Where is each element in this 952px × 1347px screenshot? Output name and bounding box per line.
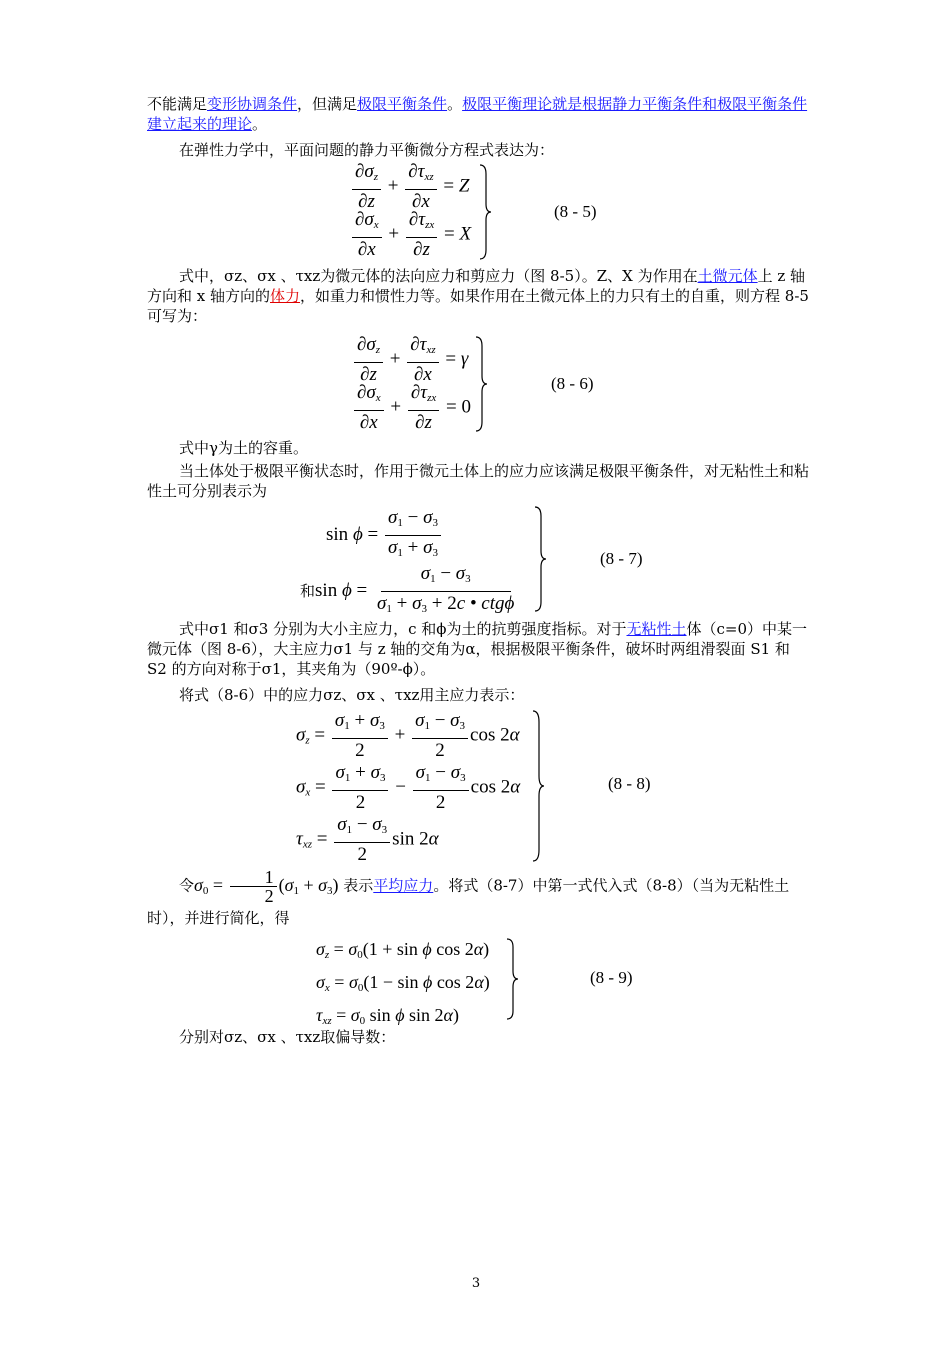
equation-8-9: $\sigma_z = \sigma_0(1 + \sin \phi$ cos 2α) $\sigma_x = \sigma_0(1 - \sin \phi$ cos 2α) $\tau_{xz} = \sigma_0$ sin ϕ sin 2α)	[316, 939, 490, 1027]
inline-formula-sigma0: $\sigma_0$ = $\frac{1}{2}$ $(\sigma_1 + \sigma_3)$	[194, 867, 339, 906]
link-deformation-compatibility[interactable]: 变形协调条件	[207, 95, 298, 113]
text-span: 不能满足	[147, 95, 208, 113]
text-span: ，如重力和惯性力等。如果作用在土微元体上的力只有土的自重，则方程 8-5 可写为：	[147, 287, 809, 325]
equation-number: (8 - 7)	[600, 549, 643, 568]
equation-number: (8 - 6)	[551, 374, 594, 393]
equation-rhs: Z	[458, 175, 470, 197]
text-span: 式中σ1 和σ3 分别为大小主应力，c 和ϕ为土的抗剪强度指标。对于	[179, 620, 627, 638]
equation-number: (8 - 5)	[554, 202, 597, 221]
equation-prefix: 和	[300, 581, 316, 600]
paragraph-7: 将式（8-6）中的应力σz、σx 、τxz用主应力表示：	[179, 686, 525, 704]
right-brace-icon	[474, 336, 488, 432]
equation-8-5: $\frac{\partial\sigma_z}{\partial z}$ + $\frac{\partial\tau_{xz}}{\partial x}$ = Z $\frac{\partial\sigma_x}{\partial x}$ + $\frac{\partial\tau_{zx}}{\partial z}$ = X	[350, 160, 471, 256]
text-span: 体（c=0）中某一微元体（图 8-6），大主应力σ1 与 z 轴的交角为α，根据极限平衡条件，破坏时两组滑裂面 S1 和 S2 的方向对称于σ1，其夹角为（90º-ϕ）。	[147, 620, 808, 678]
paragraph-9: 分别对σz、σx 、τxz取偏导数：	[179, 1028, 396, 1046]
text-span: 。将式（8-7）中第一式代入式（8-8）（当为无粘性土时），并进行简化，得	[147, 876, 790, 927]
text-span: 令	[179, 876, 195, 895]
text-span: 上 z 轴方向和 x 轴方向的	[147, 267, 806, 305]
text-span: 。	[447, 95, 463, 113]
equation-8-6: $\frac{\partial\sigma_z}{\partial z}$ + $\frac{\partial\tau_{xz}}{\partial x}$ = γ $\frac{\partial\sigma_x}{\partial x}$ + $\frac{\partial\tau_{zx}}{\partial z}$ = 0	[352, 333, 471, 429]
equation-number: (8 - 9)	[590, 968, 633, 987]
link-soil-element[interactable]: 土微元体	[697, 267, 758, 285]
right-brace-icon	[531, 710, 545, 862]
text-span: 表示	[343, 876, 374, 895]
equation-rhs: 0	[461, 396, 471, 418]
equation-number: (8 - 8)	[608, 774, 651, 793]
paragraph-5: 当土体处于极限平衡状态时，作用于微元土体上的应力应该满足极限平衡条件，对无粘性土和粘性土可分别表示为	[147, 462, 810, 500]
right-brace-icon	[533, 506, 547, 612]
link-body-force[interactable]: 体力	[270, 287, 301, 305]
text-span: 。	[252, 115, 268, 133]
paragraph-6	[147, 619, 809, 679]
equation-8-7: sin ϕ = $\frac{\sigma_1 - \sigma_3}{\sigma_1 + \sigma_3}$ 和sin ϕ = $\frac{\sigma_1 - \sigma_3}{\sigma_1 + \sigma_3 + 2c • ctg\phi}$	[300, 507, 515, 615]
right-brace-icon	[505, 938, 519, 1020]
text-span: ，但满足	[297, 95, 358, 113]
paragraph-2: 在弹性力学中，平面问题的静力平衡微分方程式表达为：	[179, 141, 555, 159]
right-brace-icon	[478, 164, 492, 260]
equation-rhs: γ	[460, 348, 469, 370]
equation-rhs: X	[459, 223, 472, 245]
link-cohesionless-soil[interactable]: 无粘性土	[626, 620, 687, 638]
link-mean-stress[interactable]: 平均应力	[373, 876, 434, 895]
paragraph-8	[147, 868, 809, 931]
paragraph-1	[147, 94, 809, 134]
paragraph-3	[147, 266, 809, 326]
text-span: 式中，σz、σx 、τxz为微元体的法向应力和剪应力（图 8-5）。Z、X 为作用在	[179, 267, 698, 285]
link-limit-equilibrium[interactable]: 极限平衡条件	[357, 95, 448, 113]
paragraph-4: 式中γ为土的容重。	[179, 439, 308, 457]
link-limit-equilibrium-theory[interactable]: 极限平衡理论就是根据静力平衡条件和极限平衡条件建立起来的理论	[147, 95, 808, 133]
page-number: 3	[471, 1276, 481, 1291]
equation-8-8: $\sigma_z$ = $\frac{\sigma_1 + \sigma_3}{2}$ + $\frac{\sigma_1 - \sigma_3}{2}$ cos 2α $\sigma_x$ = $\frac{\sigma_1 + \sigma_3}{2}$ − $\frac{\sigma_1 - \sigma_3}{2}$ cos 2α $\tau_{xz}$ = $\frac{\sigma_1 - \sigma_3}{2}$ sin 2α	[296, 710, 521, 865]
